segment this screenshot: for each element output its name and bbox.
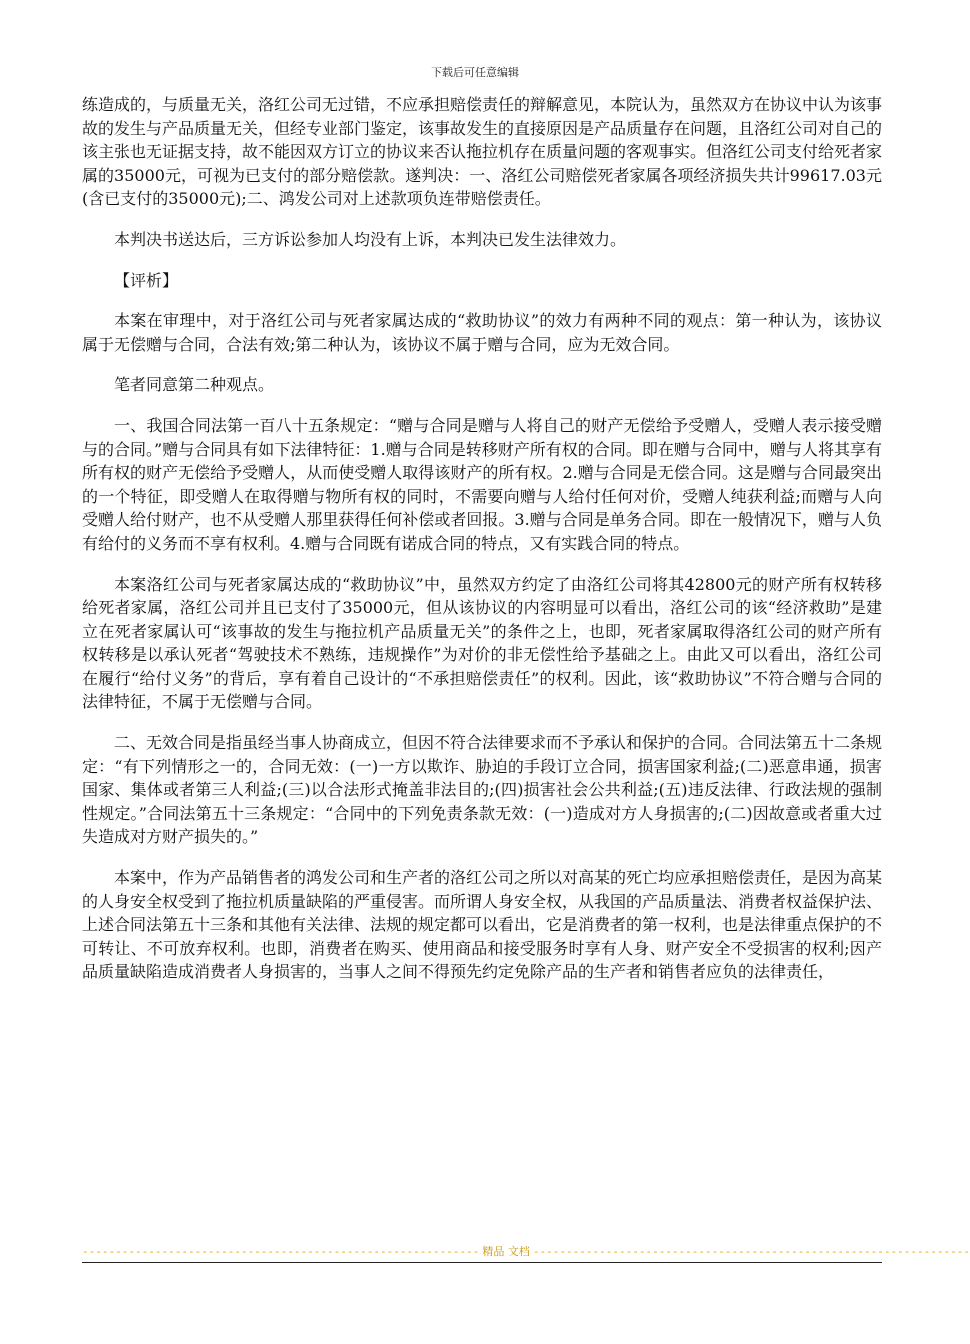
paragraph-judgment-continued: 练造成的，与质量无关，洛红公司无过错，不应承担赔偿责任的辩解意见，本院认为，虽然双方在协议中认为该事故的发生与产品质量无关，但经专业部门鉴定，该事故发生的直接原因是产品质量存在问题，且洛红公司对自己的该主张也无证据支持，故不能因双方订立的协议来否认拖拉机存在质量问题的客观事实。但洛红公司支付给死者家属的35000元，可视为已支付的部分赔偿款。遂判决：一、洛红公司赔偿死者家属各项经济损失共计99617.03元(含已支付的35000元);二、鸿发公司对上述款项负连带赔偿责任。 <box>82 95 883 209</box>
page-footer <box>82 1244 970 1263</box>
page-header: 下载后可任意编辑 <box>431 66 519 79</box>
section-heading-analysis: 【评析】 <box>114 270 179 290</box>
paragraph-author-opinion: 笔者同意第二种观点。 <box>114 375 275 395</box>
footer-watermark <box>82 1244 970 1260</box>
footer-dashes-left: ------------------------------------------------------------ <box>82 1245 480 1258</box>
footer-divider <box>82 1262 882 1263</box>
paragraph-safety-right: 本案中，作为产品销售者的鸿发公司和生产者的洛红公司之所以对高某的死亡均应承担赔偿责任，是因为高某的人身安全权受到了拖拉机质量缺陷的严重侵害。而所谓人身安全权，从我国的产品质量法、消费者权益保护法、上述合同法第五十三条和其他有关法律、法规的规定都可以看出，它是消费者的第一权利，也是法律重点保护的不可转让、不可放弃权利。也即，消费者在购买、使用商品和接受服务时享有人身、财产安全不受损害的权利;因产品质量缺陷造成消费者人身损害的，当事人之间不得预先约定免除产品的生产者和销售者应负的法律责任， <box>82 868 883 982</box>
paragraph-invalid-contract: 二、无效合同是指虽经当事人协商成立，但因不符合法律要求而不予承认和保护的合同。合同法第五十二条规定：“有下列情形之一的，合同无效：(一)一方以欺诈、胁迫的手段订立合同，损害国家利益;(二)恶意串通，损害国家、集体或者第三人利益;(三)以合法形式掩盖非法目的;(四)损害社会公共利益;(五)违反法律、行政法规的强制性规定。”合同法第五十三条规定：“合同中的下列免责条款无效：(一)造成对方人身损害的;(二)因故意或者重大过失造成对方财产损失的。” <box>82 733 883 847</box>
document-body <box>82 93 882 1001</box>
footer-label: 精品 文档 <box>482 1245 530 1258</box>
paragraph-rescue-agreement: 本案洛红公司与死者家属达成的“救助协议”中，虽然双方约定了由洛红公司将其42800元的财产所有权转移给死者家属，洛红公司并且已支付了35000元，但从该协议的内容明显可以看出，洛红公司的该“经济救助”是建立在死者家属认可“该事故的发生与拖拉机产品质量无关”的条件之上，也即，死者家属取得洛红公司的财产所有权转移是以承认死者“驾驶技术不熟练，违规操作”为对价的非无偿性给予基础之上。由此又可以看出，洛红公司在履行“给付义务”的背后，享有着自己设计的“不承担赔偿责任”的权利。因此，该“救助协议”不符合赠与合同的法律特征，不属于无偿赠与合同。 <box>82 574 882 712</box>
footer-dashes-right: ------------------------------------------------------------------ <box>532 1245 970 1258</box>
paragraph-effect: 本判决书送达后，三方诉讼参加人均没有上诉，本判决已发生法律效力。 <box>114 229 627 249</box>
paragraph-two-views: 本案在审理中，对于洛红公司与死者家属达成的“救助协议”的效力有两种不同的观点：第一种认为，该协议属于无偿赠与合同，合法有效;第二种认为，该协议不属于赠与合同，应为无效合同。 <box>82 311 882 354</box>
paragraph-gift-contract: 一、我国合同法第一百八十五条规定：“赠与合同是赠与人将自己的财产无偿给予受赠人，受赠人表示接受赠与的合同。”赠与合同具有如下法律特征：1.赠与合同是转移财产所有权的合同。即在赠与合同中，赠与人将其享有所有权的财产无偿给予受赠人，从而使受赠人取得该财产的所有权。2.赠与合同是无偿合同。这是赠与合同最突出的一个特征，即受赠人在取得赠与物所有权的同时，不需要向赠与人给付任何对价，受赠人纯获利益;而赠与人向受赠人给付财产，也不从受赠人那里获得任何补偿或者回报。3.赠与合同是单务合同。即在一般情况下，赠与人负有给付的义务而不享有权利。4.赠与合同既有诺成合同的特点，又有实践合同的特点。 <box>82 415 882 553</box>
